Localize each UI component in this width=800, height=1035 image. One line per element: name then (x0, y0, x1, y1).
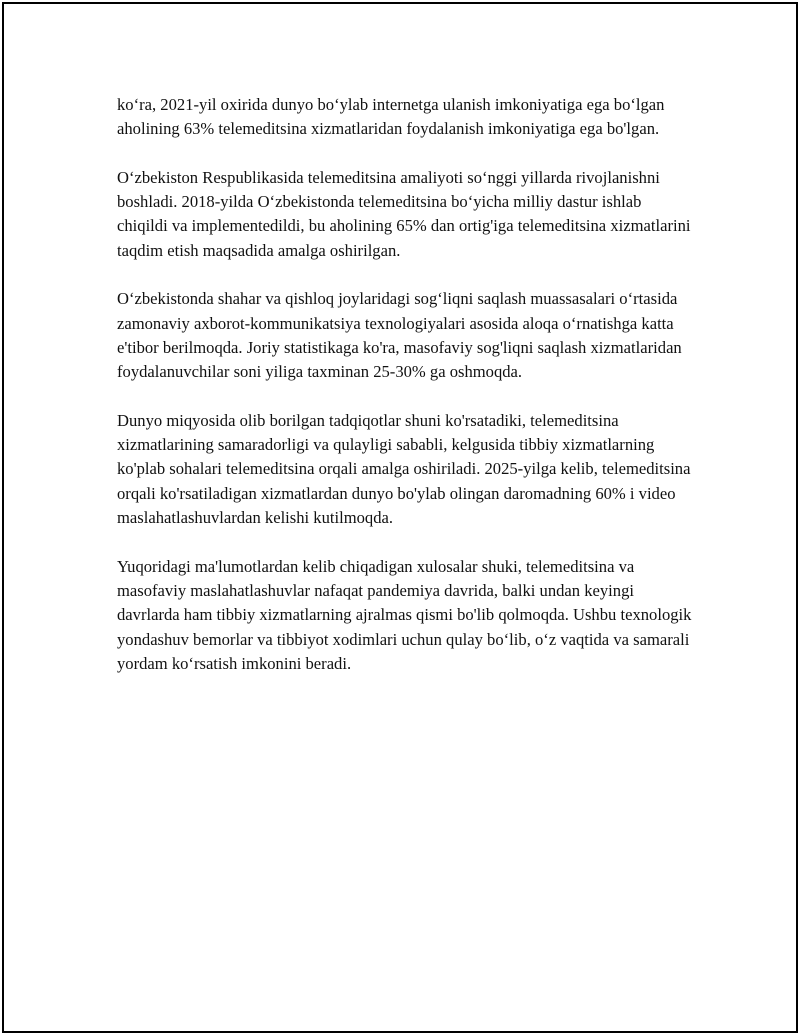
paragraph-4: Dunyo miqyosida olib borilgan tadqiqotlar shuni ko'rsatadiki, telemeditsina xizmatlarining samaradorligi va qulayligi sababli, kelgusida tibbiy xizmatlarning ko'plab sohalari telemeditsina orqali amalga oshiriladi. 2025-yilga kelib, telemeditsina orqali ko'rsatiladigan xizmatlardan dunyo bo'ylab olingan daromadning 60% i video maslahatlashuvlardan kelishi kutilmoqda. (117, 410, 691, 528)
paragraph-3: O‘zbekistonda shahar va qishloq joylaridagi sog‘liqni saqlash muassasalari o‘rtasida zamonaviy axborot-kommunikatsiya texnologiyalari asosida aloqa o‘rnatishga katta e'tibor berilmoqda. Joriy statistikaga ko'ra, masofaviy sog'liqni saqlash xizmatlaridan foydalanuvchilar soni yiliga taxminan 25-30% ga oshmoqda. (117, 289, 682, 382)
document-body (117, 93, 692, 700)
paragraph-1: ko‘ra, 2021-yil oxirida dunyo bo‘ylab internetga ulanish imkoniyatiga ega bo‘lgan aholining 63% telemeditsina xizmatlaridan foydalanish imkoniyatiga ega bo'lgan. (117, 95, 665, 139)
paragraph-5: Yuqoridagi ma'lumotlardan kelib chiqadigan xulosalar shuki, telemeditsina va masofaviy maslahatlashuvlar nafaqat pandemiya davrida, balki undan keyingi davrlarda ham tibbiy xizmatlarning ajralmas qismi bo'lib qolmoqda. Ushbu texnologik yondashuv bemorlar va tibbiyot xodimlari uchun qulay bo‘lib, o‘z vaqtida va samarali yordam ko‘rsatish imkonini beradi. (117, 556, 692, 673)
paragraph-2: O‘zbekiston Respublikasida telemeditsina amaliyoti so‘nggi yillarda rivojlanishni boshladi. 2018-yilda O‘zbekistonda telemeditsina bo‘yicha milliy dastur ishlab chiqildi va implementedildi, bu aholining 65% dan ortig'iga telemeditsina xizmatlarini taqdim etish maqsadida amalga oshirilgan. (117, 167, 691, 260)
